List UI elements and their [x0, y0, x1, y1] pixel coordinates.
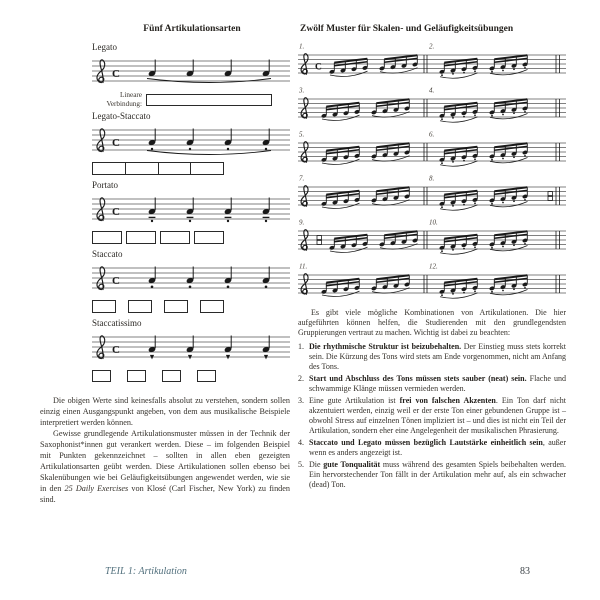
- numbered-list: [298, 342, 566, 490]
- articulation-block-staccatissimo: [40, 318, 290, 383]
- portato-staff: [92, 191, 292, 229]
- list-item: [298, 438, 566, 458]
- list-item: [298, 396, 566, 436]
- articulation-block-staccato: [40, 249, 290, 314]
- right-column: [298, 16, 566, 505]
- legato-staff: [92, 53, 292, 91]
- list-number: 1.: [298, 341, 304, 351]
- svg-text:C: C: [112, 205, 120, 218]
- articulation-label-legato-staccato: Legato-Staccato: [92, 111, 151, 121]
- paragraph-1-text: Die obigen Werte sind keinesfalls absolut zu verstehen, sondern sollen einzig einen Ausgangspunkt angeben, von dem aus musikalische Beispiele interpretiert werden können.: [40, 396, 290, 427]
- list-item-text: Die rhythmische Struktur ist beizubehalten. Der Einstieg muss stets korrekt sein. Die Kürzung des Tons wird stets am Ende vorgenommen, nicht am Anfang des Tons.: [309, 341, 567, 371]
- paragraph-2-text: Gewisse grundlegende Artikulationsmuster müssen in der Technik der Saxophonist*innen gut verankert werden. Diese – im folgenden Beispiel mit Punkten gekennzeichnet – sollten in allen eben gezeigten Artikulationsarten geübt werden. Diese Artikulationen sollen ebenso bei Skalenübungen wie bei Geläufigkeitsübungen angewendet werden, wie sie in den: [40, 429, 290, 493]
- svg-text:3.: 3.: [299, 86, 305, 95]
- pattern-row-7-8: [298, 173, 566, 215]
- legato-staccato-staff: [92, 122, 292, 160]
- svg-text:10.: 10.: [429, 218, 438, 227]
- duration-box: [126, 231, 156, 244]
- section-label: TEIL 1: Artikulation: [105, 566, 187, 577]
- list-number: 5.: [298, 459, 304, 469]
- svg-text:12.: 12.: [429, 262, 438, 271]
- list-item: [298, 374, 566, 394]
- portato-duration-boxes: [92, 230, 290, 245]
- duration-box: [92, 231, 122, 244]
- duration-box: [92, 300, 116, 313]
- articulation-block-legato: [40, 42, 290, 107]
- legato-staccato-duration-boxes: [92, 161, 290, 176]
- list-item: [298, 460, 566, 490]
- duration-box: [197, 370, 216, 382]
- list-item-text: Staccato und Legato müssen bezüglich Lautstärke einheitlich sein, außer wenn es anders angezeigt ist.: [309, 437, 566, 457]
- svg-text:C: C: [112, 136, 120, 149]
- articulation-label-staccato: Staccato: [92, 249, 123, 259]
- list-number: 2.: [298, 373, 304, 383]
- articulation-block-portato: [40, 180, 290, 245]
- duration-box: [127, 370, 146, 382]
- list-number: 3.: [298, 395, 304, 405]
- pattern-row-11-12: [298, 261, 566, 303]
- duration-box: [160, 231, 190, 244]
- svg-text:C: C: [112, 343, 120, 356]
- svg-text:2.: 2.: [429, 42, 435, 51]
- pattern-row-3-4: [298, 85, 566, 127]
- left-paragraph-1: [40, 395, 290, 428]
- svg-text:6.: 6.: [429, 130, 435, 139]
- svg-text:4.: 4.: [429, 86, 435, 95]
- left-column-title: Fünf Artikulationsarten: [143, 24, 241, 34]
- svg-text:5.: 5.: [299, 130, 305, 139]
- book-title-reference: 25 Daily Exercises: [64, 484, 129, 493]
- pattern-row-1-2: [298, 41, 566, 83]
- articulation-label-portato: Portato: [92, 180, 118, 190]
- right-intro-paragraph: Es gibt viele mögliche Kombinationen von Artikulationen. Die hier aufgeführten können helfen, die Studierenden mit den grundlegendsten Gruppierungen vertraut zu machen. Wichtig ist dabei zu beachten:: [298, 308, 566, 338]
- staccato-staff: [92, 260, 292, 298]
- svg-text:7.: 7.: [299, 174, 305, 183]
- svg-text:9.: 9.: [299, 218, 305, 227]
- left-paragraph-2: [40, 428, 290, 505]
- duration-box: [162, 370, 181, 382]
- list-item: [298, 342, 566, 372]
- duration-box: [128, 300, 152, 313]
- staccatissimo-duration-boxes: [92, 368, 290, 383]
- duration-box: [200, 300, 224, 313]
- svg-text:1.: 1.: [299, 42, 305, 51]
- svg-text:C: C: [112, 67, 120, 80]
- svg-text:11.: 11.: [299, 262, 308, 271]
- articulation-label-legato: Legato: [92, 42, 117, 52]
- right-column-title: Zwölf Muster für Skalen- und Geläufigkeitsübungen: [300, 24, 514, 34]
- page-number: 83: [520, 566, 530, 577]
- duration-box: [194, 231, 224, 244]
- articulation-label-staccatissimo: Staccatissimo: [92, 318, 142, 328]
- duration-box: [164, 300, 188, 313]
- list-item-text: Eine gute Artikulation ist frei von falschen Akzenten. Ein Ton darf nicht akzentuiert werden, einzig weil er der erste Ton einer gebundenen Gruppe ist – obwohl Stress auf einzelnen Tönen impliziert ist – und dies ist nicht ein Teil der Artikulation, sondern eher eine Angelegenheit der musikalischen Phrasierung.: [309, 395, 567, 435]
- duration-box: [92, 162, 224, 175]
- duration-box: [92, 370, 111, 382]
- paragraph-2-text-end: von Klosé (Carl Fischer, New York) zu finden sind.: [40, 484, 290, 504]
- staccato-duration-boxes: [92, 299, 290, 314]
- articulation-block-legato-staccato: [40, 111, 290, 176]
- connection-label: Lineare Verbindung:: [106, 91, 142, 108]
- list-number: 4.: [298, 437, 304, 447]
- list-item-text: Start und Abschluss des Tons müssen stets sauber (neat) sein. Flache und schwammige Klänge müssen vermieden werden.: [309, 373, 566, 393]
- svg-text:C: C: [112, 274, 120, 287]
- duration-box: [146, 94, 272, 106]
- pattern-row-5-6: [298, 129, 566, 171]
- svg-text:C: C: [315, 62, 322, 73]
- list-item-text: Die gute Tonqualität muss während des gesamten Spiels beibehalten werden. Ein hervorstechender Ton fällt in der Artikulation mehr auf, als ein schwacher (dead) Ton.: [309, 459, 566, 489]
- svg-text:8.: 8.: [429, 174, 435, 183]
- staccatissimo-staff: [92, 329, 292, 367]
- pattern-row-9-10: [298, 217, 566, 259]
- left-column: [40, 16, 290, 505]
- page-footer: [105, 566, 530, 577]
- legato-duration-boxes: [92, 92, 290, 107]
